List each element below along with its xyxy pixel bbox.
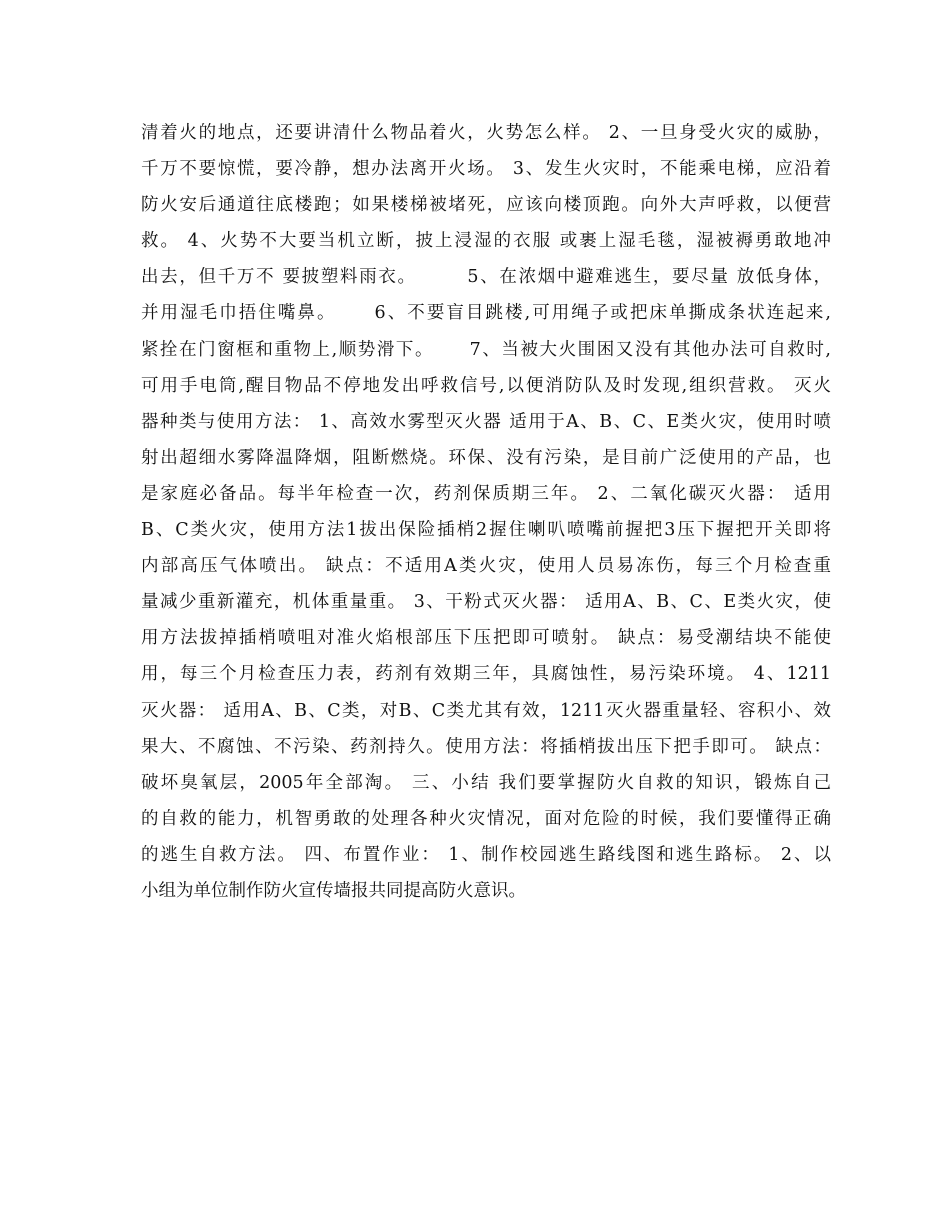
text-line: 器种类与使用方法： 1、高效水雾型灭火器 适用于A、B、C、E类火灾，使用时喷: [141, 411, 831, 432]
text-line: 出去，但千万不 要披塑料雨衣。 5、在浓烟中避难逃生，要尽量 放低身体，: [141, 267, 831, 288]
text-line: 可用手电筒,醒目物品不停地发出呼救信号,以便消防队及时发现,组织营救。 灭火: [141, 375, 831, 396]
text-line: 的自救的能力，机智勇敢的处理各种火灾情况，面对危险的时候，我们要懂得正确: [141, 808, 831, 829]
text-line: B、C类火灾，使用方法1拔出保险插梢2握住喇叭喷嘴前握把3压下握把开关即将: [141, 520, 831, 541]
text-line: 救。 4、火势不大要当机立断，披上浸湿的衣服 或裹上湿毛毯，湿被褥勇敢地冲: [141, 231, 831, 252]
text-line: 防火安后通道往底楼跑；如果楼梯被堵死，应该向楼顶跑。向外大声呼救，以便营: [141, 195, 831, 216]
text-line: 内部高压气体喷出。 缺点：不适用A类火灾，使用人员易冻伤，每三个月检查重: [141, 556, 831, 577]
text-line: 并用湿毛巾捂住嘴鼻。 6、不要盲目跳楼,可用绳子或把床单撕成条状连起来,: [141, 303, 831, 324]
text-line: 灭火器： 适用A、B、C类，对B、C类尤其有效，1211灭火器重量轻、容积小、效: [141, 700, 831, 721]
text-line: 是家庭必备品。每半年检查一次，药剂保质期三年。 2、二氧化碳灭火器： 适用: [141, 483, 831, 504]
text-line: 破坏臭氧层，2005年全部淘。 三、小结 我们要掌握防火自救的知识，锻炼自己: [141, 772, 831, 793]
text-line: 用方法拔掉插梢喷咀对准火焰根部压下压把即可喷射。 缺点：易受潮结块不能使: [141, 628, 831, 649]
text-line: 千万不要惊慌，要冷静，想办法离开火场。 3、发生火灾时，不能乘电梯，应沿着: [141, 159, 831, 180]
text-line: 果大、不腐蚀、不污染、药剂持久。使用方法：将插梢拔出压下把手即可。 缺点：: [141, 736, 831, 757]
text-line: 的逃生自救方法。 四、布置作业： 1、制作校园逃生路线图和逃生路标。 2、以: [141, 844, 831, 865]
text-line: 清着火的地点，还要讲清什么物品着火，火势怎么样。 2、一旦身受火灾的威胁，: [141, 123, 831, 143]
text-line: 紧拴在门窗框和重物上,顺势滑下。 7、当被大火围困又没有其他办法可自救时,: [141, 339, 831, 360]
text-line: 量减少重新灌充，机体重量重。 3、干粉式灭火器： 适用A、B、C、E类火灾，使: [141, 592, 831, 613]
body-text: [141, 115, 831, 909]
text-line: 用，每三个月检查压力表，药剂有效期三年，具腐蚀性，易污染环境。 4、1211: [141, 664, 831, 685]
text-line: 射出超细水雾降温降烟，阻断燃烧。环保、没有污染，是目前广泛使用的产品，也: [141, 447, 831, 468]
text-line: 小组为单位制作防火宣传墙报共同提高防火意识。: [141, 880, 526, 901]
